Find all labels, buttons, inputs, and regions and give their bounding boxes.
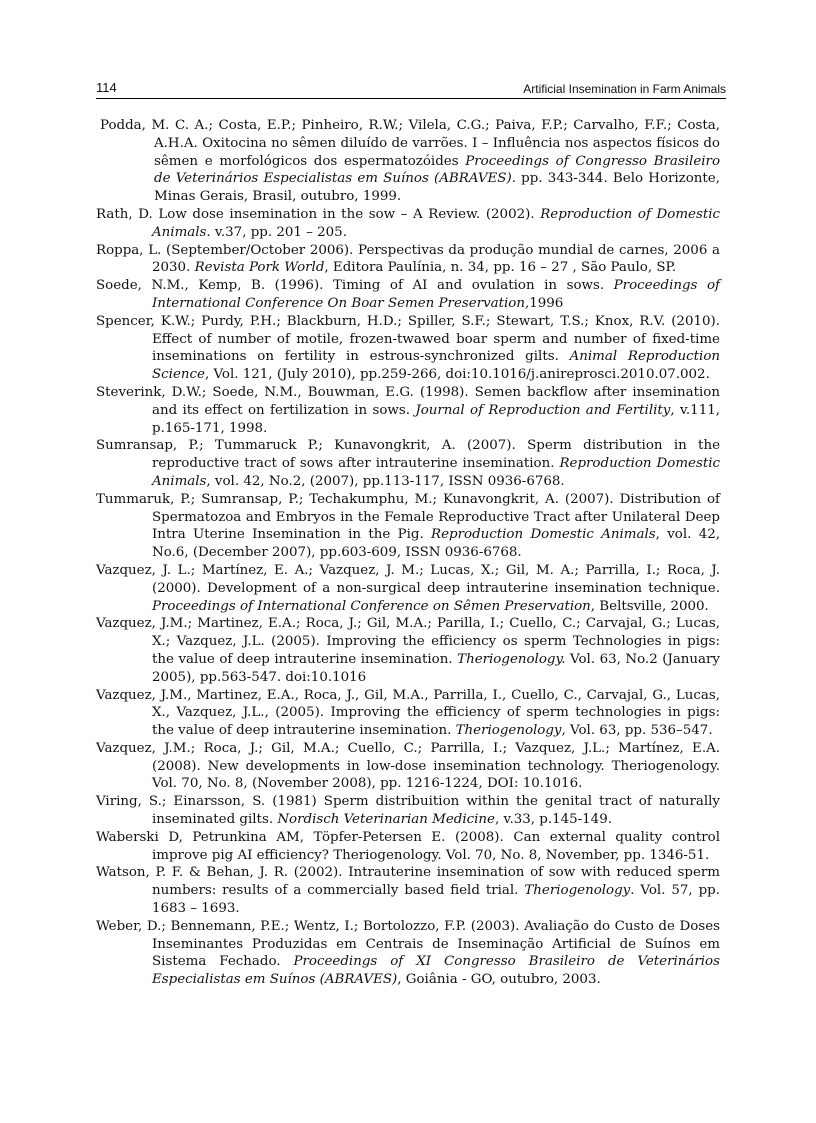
reference-item: Podda, M. C. A.; Costa, E.P.; Pinheiro, R.W.; Vilela, C.G.; Paiva, F.P.; Carvalho, F.F.; Costa, A.H.A. Oxitocina no sêmen diluído de varrões. I – Influência nos aspectos físicos do sêmen e morfológicos dos espermatozóides Proceedings of Congresso Brasileiro de Veterinários Especialistas em Suínos (ABRAVES). pp. 343-344. Belo Horizonte, Minas Gerais, Brasil, outubro, 1999. [100,118,721,205]
reference-item: Rath, D. Low dose insemination in the sow – A Review. (2002). Reproduction of Domestic Animals. v.37, pp. 201 – 205. [96,206,720,240]
running-title: Artificial Insemination in Farm Animals [523,82,726,96]
reference-item: Vazquez, J.M., Martinez, E.A., Roca, J., Gil, M.A., Parrilla, I., Cuello, C., Carvajal, G., Lucas, X., Vazquez, J.L., (2005). Improving the efficiency of sperm technologies in pigs: the value of deep intrauterine insemination. Theriogenology, Vol. 63, pp. 536–547. [96,687,720,739]
reference-item: Roppa, L. (September/October 2006). Perspectivas da produção mundial de carnes, 2006 a 2030. Revista Pork World, Editora Paulínia, n. 34, pp. 16 – 27 , São Paulo, SP. [96,242,720,276]
reference-item: Vazquez, J.M.; Martinez, E.A.; Roca, J.; Gil, M.A.; Parilla, I.; Cuello, C.; Carvajal, G.; Lucas, X.; Vazquez, J.L. (2005). Improving the efficiency os sperm Technologies in pigs: the value of deep intrauterine insemination. Theriogenology. Vol. 63, No.2 (January 2005), pp.563-547. doi:10.1016 [96,616,720,685]
reference-item: Vazquez, J. L.; Martínez, E. A.; Vazquez, J. M.; Lucas, X.; Gil, M. A.; Parrilla, I.; Roca, J. (2000). Development of a non-surgical deep intrauterine insemination technique. Proceedings of International Conference on Sêmen Preservation, Beltsville, 2000. [96,562,720,614]
reference-item: Vazquez, J.M.; Roca, J.; Gil, M.A.; Cuello, C.; Parrilla, I.; Vazquez, J.L.; Martínez, E.A. (2008). New developments in low-dose insemination technology. Theriogenology. Vol. 70, No. 8, (November 2008), pp. 1216-1224, DOI: 10.1016. [96,740,720,792]
page-number: 114 [96,80,117,95]
reference-item: Watson, P. F. & Behan, J. R. (2002). Intrauterine insemination of sow with reduced sperm numbers: results of a commercially based field trial. Theriogenology. Vol. 57, pp. 1683 – 1693. [96,865,720,917]
page-header [96,80,726,99]
reference-item: Spencer, K.W.; Purdy, P.H.; Blackburn, H.D.; Spiller, S.F.; Stewart, T.S.; Knox, R.V. (2010). Effect of number of motile, frozen-twawed boar sperm and number of fixed-time inseminations on fertility in estrous-synchronized gilts. Animal Reproduction Science, Vol. 121, (July 2010), pp.259-266, doi:10.1016/j.anireprosci.2010.07.002. [96,313,721,383]
reference-item: Tummaruk, P.; Sumransap, P.; Techakumphu, M.; Kunavongkrit, A. (2007). Distribution of Spermatozoa and Embryos in the Female Reproductive Tract after Unilateral Deep Intra Uterine Insemination in the Pig. Reproduction Domestic Animals, vol. 42, No.6, (December 2007), pp.603-609, ISSN 0936-6768. [96,491,720,561]
reference-list [96,117,720,989]
reference-item: Weber, D.; Bennemann, P.E.; Wentz, I.; Bortolozzo, F.P. (2003). Avaliação do Custo de Doses Inseminantes Produzidas em Centrais de Inseminação Artificial de Suínos em Sistema Fechado. Proceedings of XI Congresso Brasileiro de Veterinários Especialistas em Suínos (ABRAVES), Goiânia - GO, outubro, 2003. [96,918,720,988]
reference-item: Soede, N.M., Kemp, B. (1996). Timing of AI and ovulation in sows. Proceedings of International Conference On Boar Semen Preservation,1996 [96,278,720,311]
reference-item: Waberski D, Petrunkina AM, Töpfer-Petersen E. (2008). Can external quality control improve pig AI efficiency? Theriogenology. Vol. 70, No. 8, November, pp. 1346-51. [96,829,720,863]
reference-item: Sumransap, P.; Tummaruck P.; Kunavongkrit, A. (2007). Sperm distribution in the reproductive tract of sows after intrauterine insemination. Reproduction Domestic Animals, vol. 42, No.2, (2007), pp.113-117, ISSN 0936-6768. [96,438,720,489]
reference-item: Steverink, D.W.; Soede, N.M., Bouwman, E.G. (1998). Semen backflow after insemination and its effect on fertilization in sows. Journal of Reproduction and Fertility, v.111, p.165-171, 1998. [96,384,720,436]
reference-item: Viring, S.; Einarsson, S. (1981) Sperm distribuition within the genital tract of naturally inseminated gilts. Nordisch Veterinarian Medicine, v.33, p.145-149. [96,794,720,828]
